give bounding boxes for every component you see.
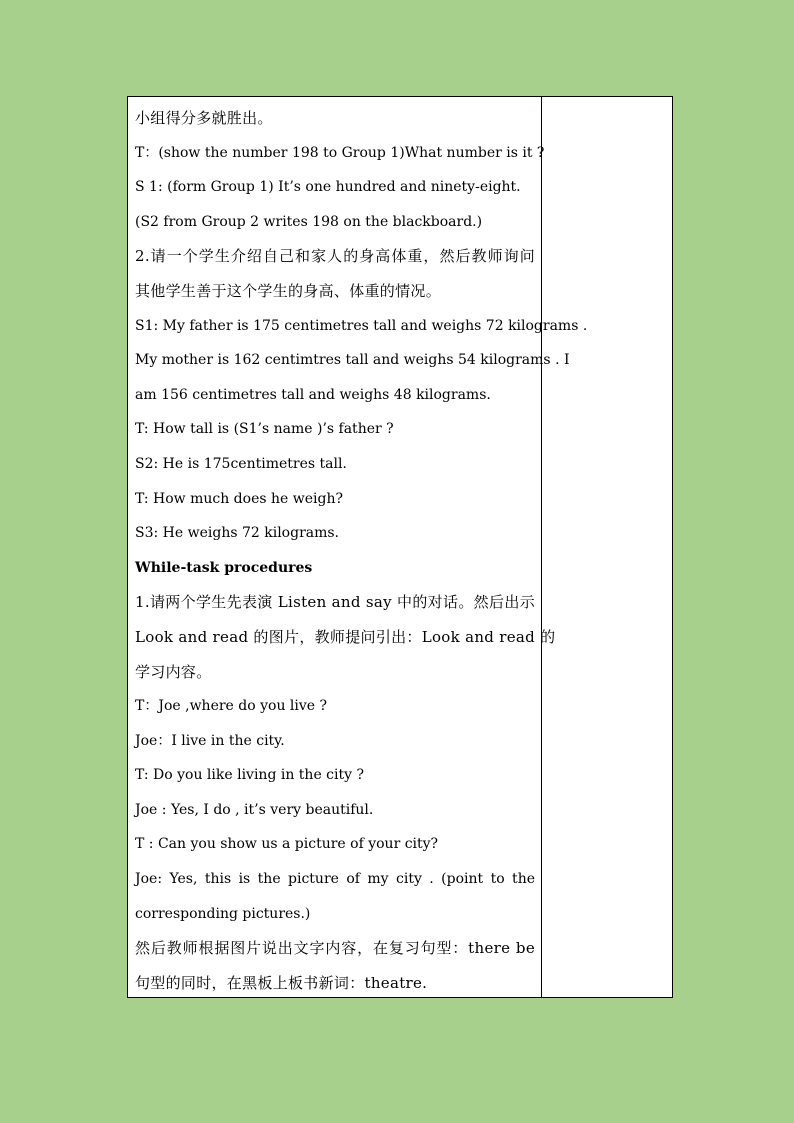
text-line: T：Joe ,where do you live ?	[135, 698, 328, 715]
text-line: Joe: Yes, this is the picture of my city . (point to the	[135, 871, 535, 888]
text-line: T：(show the number 198 to Group 1)What number is it ?	[135, 144, 545, 161]
text-line: My mother is 162 centimtres tall and weighs 54 kilograms . I	[135, 352, 570, 369]
text-line: 小组得分多就胜出。	[135, 109, 273, 127]
text-line: 其他学生善于这个学生的身高、体重的情况。	[135, 281, 442, 300]
text-line: S1: My father is 175 centimetres tall and weighs 72 kilograms .	[135, 317, 588, 334]
lesson-content-cell	[128, 97, 588, 997]
text-line: Joe：I live in the city.	[135, 732, 285, 749]
text-line: Look and read 的图片，教师提问引出：Look and read 的	[135, 627, 556, 646]
notes-cell	[542, 97, 672, 997]
text-line: corresponding pictures.)	[135, 905, 311, 922]
text-line: S3: He weighs 72 kilograms.	[135, 525, 340, 542]
text-line: 学习内容。	[135, 662, 212, 681]
text-line: T : Can you show us a picture of your city?	[135, 836, 439, 853]
section-heading: While-task procedures	[135, 559, 313, 576]
lesson-table	[127, 96, 673, 998]
text-line: T: How tall is (S1’s name )’s father ?	[135, 421, 394, 438]
text-line: S2: He is 175centimetres tall.	[135, 455, 347, 472]
text-line: 句型的同时，在黑板上板书新词：theatre.	[135, 973, 428, 992]
text-line: 然后教师根据图片说出文字内容，在复习句型：there be	[135, 939, 535, 958]
text-line: 1.请两个学生先表演 Listen and say 中的对话。然后出示	[135, 593, 535, 612]
text-line: am 156 centimetres tall and weighs 48 kilograms.	[135, 386, 491, 403]
text-line: T: How much does he weigh?	[135, 490, 343, 507]
text-line: Joe : Yes, I do , it’s very beautiful.	[135, 801, 374, 818]
text-line: 2.请一个学生介绍自己和家人的身高体重，然后教师询问	[135, 247, 535, 266]
text-line: S 1: (form Group 1) It’s one hundred and ninety-eight.	[135, 179, 521, 196]
text-line: T: Do you like living in the city ?	[135, 767, 364, 784]
text-line: (S2 from Group 2 writes 198 on the blackboard.)	[135, 213, 483, 230]
